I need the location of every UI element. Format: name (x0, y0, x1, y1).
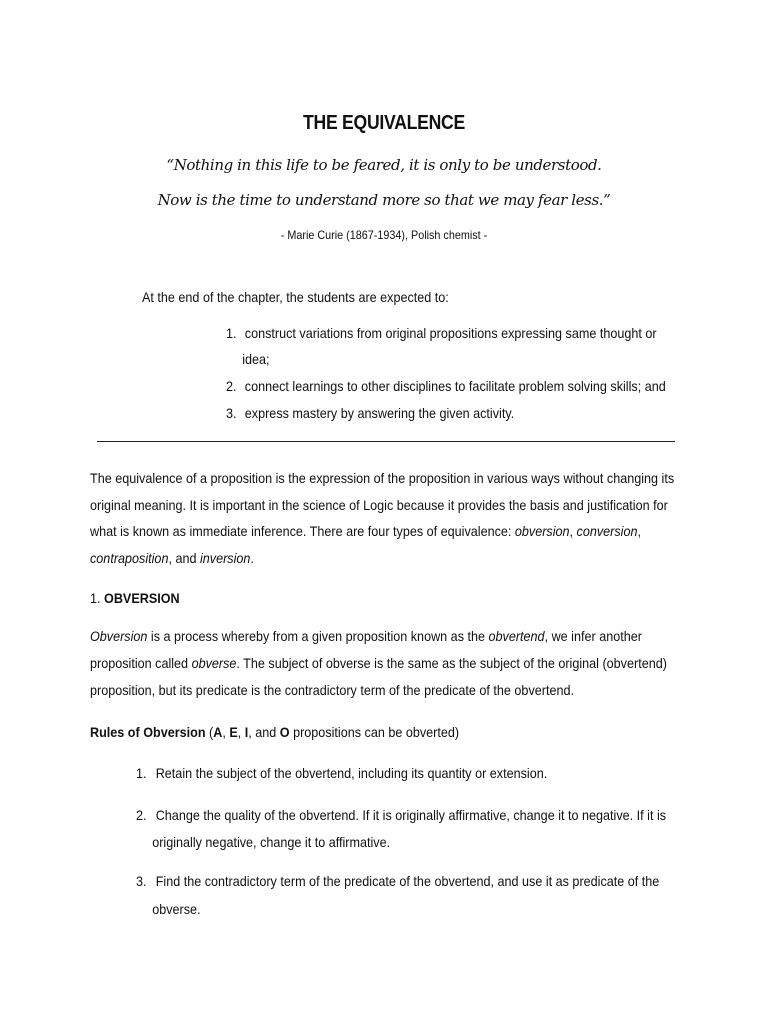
term-conversion: conversion (576, 523, 638, 539)
separator: , (637, 523, 641, 539)
objective-item-2 (226, 378, 666, 394)
section-number: 1. (90, 590, 105, 606)
term-contraposition: contraposition (90, 550, 169, 566)
rules-heading (90, 724, 459, 740)
paragraph-text: what is known as immediate inference. There are four types of equivalence: (90, 523, 515, 539)
rule-number: 3. (136, 873, 147, 889)
rules-text: , (237, 724, 245, 740)
separator: , (569, 523, 577, 539)
objective-text: construct variations from original propositions expressing same thought or (244, 325, 657, 341)
rule-text: Change the quality of the obvertend. If it is originally affirmative, change it to negative. If it is (155, 807, 667, 823)
paragraph-text: proposition called (90, 655, 192, 671)
proposition-e: E (229, 724, 238, 740)
objective-item-1 (226, 325, 657, 341)
objectives-intro: At the end of the chapter, the students are expected to: (142, 289, 449, 305)
paragraph-obversion-line-1 (90, 628, 666, 644)
term-obversion: Obversion (90, 628, 148, 644)
paragraph-equivalence-line-2: original meaning. It is important in the science of Logic because it provides the basis and justification for (90, 497, 668, 513)
quote-attribution: - Marie Curie (1867-1934), Polish chemist - (280, 228, 488, 242)
objective-item-3 (226, 405, 514, 421)
separator: . (250, 550, 254, 566)
objective-text: express mastery by answering the given activity. (244, 405, 515, 421)
section-heading-obversion (90, 590, 180, 606)
proposition-a: A (213, 724, 223, 740)
term-obvertend: obvertend (488, 628, 545, 644)
objective-text: idea; (242, 351, 270, 367)
rules-text: ( (205, 724, 214, 740)
rule-number: 1. (136, 765, 147, 781)
rules-text: , and (248, 724, 280, 740)
quote-line-2: Now is the time to understand more so that we may fear less.” (157, 191, 611, 209)
rule-item-2-continued (136, 834, 390, 850)
objective-text: connect learnings to other disciplines to facilitate problem solving skills; and (244, 378, 666, 394)
rules-text: propositions can be obverted) (289, 724, 460, 740)
paragraph-equivalence-line-3 (90, 523, 666, 539)
rule-text: originally negative, change it to affirmative. (152, 834, 391, 850)
objective-item-1-continued (226, 351, 270, 367)
rules-title: Rules of Obversion (90, 724, 206, 740)
objective-number: 1. (226, 325, 237, 341)
paragraph-equivalence-line-4 (90, 550, 666, 566)
rule-item-3 (136, 873, 659, 889)
rule-item-3-continued (136, 901, 201, 917)
term-obverse: obverse (191, 655, 237, 671)
term-obversion: obversion (514, 523, 570, 539)
paragraph-obversion-line-3: proposition, but its predicate is the contradictory term of the predicate of the obvertend. (90, 682, 574, 698)
objective-number: 2. (226, 378, 237, 394)
proposition-i: I (244, 724, 249, 740)
proposition-o: O (279, 724, 290, 740)
paragraph-text: . The subject of obverse is the same as the subject of the original (obvertend) (236, 655, 667, 671)
paragraph-obversion-line-2 (90, 655, 666, 671)
term-inversion: inversion (199, 550, 251, 566)
section-title: OBVERSION (104, 590, 180, 606)
paragraph-text: is a process whereby from a given proposition known as the (147, 628, 489, 644)
rule-item-2 (136, 807, 666, 823)
horizontal-divider (97, 441, 675, 442)
rule-number: 2. (136, 807, 147, 823)
objective-number: 3. (226, 405, 237, 421)
rule-item-1 (136, 765, 547, 781)
separator: , and (168, 550, 200, 566)
paragraph-equivalence-line-1: The equivalence of a proposition is the expression of the proposition in various ways without changing its (90, 470, 675, 486)
rule-text: Retain the subject of the obvertend, including its quantity or extension. (155, 765, 548, 781)
rule-text: obverse. (152, 901, 201, 917)
rule-text: Find the contradictory term of the predicate of the obvertend, and use it as predicate of the (155, 873, 660, 889)
rules-text: , (222, 724, 230, 740)
page-title: THE EQUIVALENCE (303, 112, 465, 134)
paragraph-text: , we infer another (544, 628, 642, 644)
quote-line-1: “Nothing in this life to be feared, it is only to be understood. (166, 156, 602, 174)
